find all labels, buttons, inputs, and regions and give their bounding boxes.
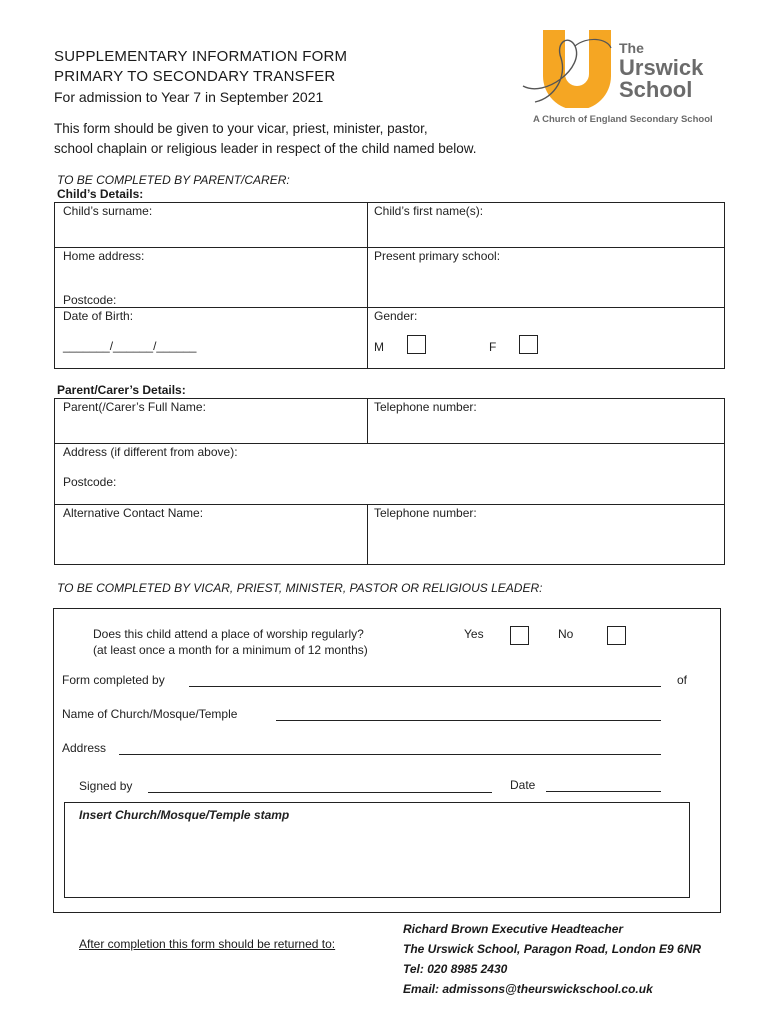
leader-section-box [53,608,721,913]
child-first-names-label: Child’s first name(s): [374,204,484,218]
telephone-cell[interactable] [367,398,725,444]
intro-line-2: school chaplain or religious leader in respect of the child named below. [54,141,477,156]
church-name-label: Name of Church/Mosque/Temple [62,707,238,721]
present-school-cell[interactable] [367,247,725,308]
telephone2-label: Telephone number: [374,506,477,520]
signature-line[interactable] [148,792,492,793]
school-address-line: The Urswick School, Paragon Road, London E9 6NR [403,942,702,956]
completed-by-line[interactable] [189,686,661,687]
alt-contact-cell[interactable] [54,504,368,565]
signed-by-label: Signed by [79,779,133,793]
church-name-line[interactable] [276,720,661,721]
parent-name-cell[interactable] [54,398,368,444]
date-line[interactable] [546,791,661,792]
address-line[interactable] [119,754,661,755]
school-logo [515,28,725,128]
headteacher-line: Richard Brown Executive Headteacher [403,922,624,936]
email-line: Email: admissons@theurswickschool.co.uk [403,982,653,996]
logo-name-1: Urswick [619,55,704,80]
yes-label: Yes [464,627,484,641]
home-address-label: Home address: [63,249,145,263]
parent-details-heading: Parent/Carer’s Details: [57,383,186,397]
no-label: No [558,627,574,641]
home-address-cell[interactable] [54,247,368,308]
form-title-line2: PRIMARY TO SECONDARY TRANSFER [54,68,336,85]
dob-cell[interactable] [54,307,368,369]
child-first-names-cell[interactable] [367,202,725,248]
logo-tagline: A Church of England Secondary School [533,114,713,125]
return-note: After completion this form should be returned to: [79,937,336,951]
address-label: Address [62,741,107,755]
completed-by-label: Form completed by [62,673,165,687]
intro-line-1: This form should be given to your vicar, priest, minister, pastor, [54,121,428,136]
no-checkbox[interactable] [607,626,626,645]
child-surname-label: Child’s surname: [63,204,153,218]
gender-f-label: F [489,340,497,354]
alt-contact-label: Alternative Contact Name: [63,506,204,520]
form-title: SUPPLEMENTARY INFORMATION FORM [54,48,348,65]
logo-the: The [619,40,644,56]
address-diff-label: Address (if different from above): [63,445,238,459]
stamp-label: Insert Church/Mosque/Temple stamp [79,808,290,822]
gender-cell [367,307,725,369]
stamp-box [64,802,690,898]
of-label: of [677,673,688,687]
yes-checkbox[interactable] [510,626,529,645]
gender-f-checkbox[interactable] [519,335,538,354]
dob-pattern: _______/______/______ [63,339,197,353]
leader-section-heading: TO BE COMPLETED BY VICAR, PRIEST, MINISTER, PASTOR OR RELIGIOUS LEADER: [57,581,543,595]
telephone2-cell[interactable] [367,504,725,565]
child-details-heading: Child’s Details: [57,187,144,201]
telephone-label: Telephone number: [374,400,477,414]
date-label: Date [510,778,536,792]
postcode-label: Postcode: [63,293,117,307]
worship-question-note: (at least once a month for a minimum of 12 months) [93,643,368,657]
logo-name-2: School [619,77,693,102]
gender-label: Gender: [374,309,418,323]
parent-name-label: Parent(/Carer’s Full Name: [63,400,206,414]
gender-m-checkbox[interactable] [407,335,426,354]
form-subtitle: For admission to Year 7 in September 2021 [54,89,324,105]
postcode2-label: Postcode: [63,475,117,489]
return-address-block [403,919,701,999]
present-school-label: Present primary school: [374,249,501,263]
gender-m-label: M [374,340,384,354]
child-surname-cell[interactable] [54,202,368,248]
telephone-line: Tel: 020 8985 2430 [403,962,508,976]
parent-section-heading: TO BE COMPLETED BY PARENT/CARER: [57,173,290,187]
dob-label: Date of Birth: [63,309,134,323]
urswick-u-emblem-icon [515,28,625,108]
worship-question: Does this child attend a place of worship regularly? [93,627,364,641]
address-diff-cell[interactable] [54,443,725,505]
